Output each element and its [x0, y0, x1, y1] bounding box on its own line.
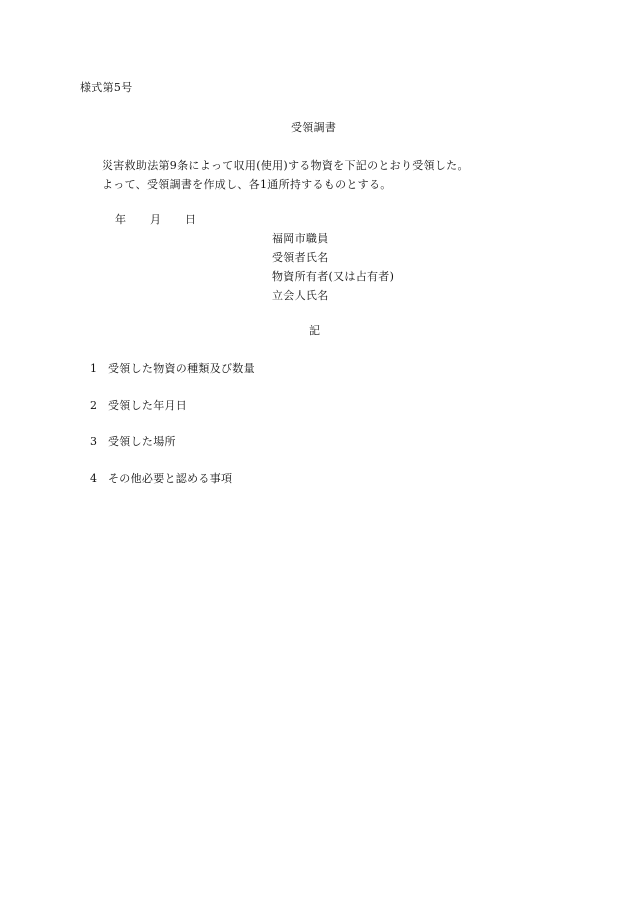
- date-row: [115, 214, 196, 225]
- form-number: 様式第5号: [80, 81, 133, 94]
- date-month-label: 月: [150, 213, 162, 226]
- signatory-witness-name: 立会人氏名: [272, 289, 329, 302]
- date-year-label: 年: [115, 213, 127, 226]
- list-item: [90, 436, 176, 447]
- list-item-number: 1: [90, 362, 98, 375]
- ki-heading: 記: [309, 324, 321, 337]
- list-item-number: 4: [90, 472, 98, 485]
- body-paragraph-line-1: 災害救助法第9条によって収用(使用)する物資を下記のとおり受領した。: [102, 159, 469, 172]
- list-item-number: 3: [90, 435, 98, 448]
- document-title: 受領調書: [291, 121, 337, 134]
- list-item-label: 受領した場所: [108, 435, 176, 448]
- list-item-label: その他必要と認める事項: [108, 472, 233, 485]
- signatory-goods-owner: 物資所有者(又は占有者): [272, 270, 395, 283]
- list-item-label: 受領した年月日: [108, 399, 188, 412]
- list-item: [90, 473, 232, 484]
- date-day-label: 日: [185, 213, 197, 226]
- signatory-recipient-name: 受領者氏名: [272, 251, 329, 264]
- list-item: [90, 400, 187, 411]
- signatory-list: [272, 233, 394, 309]
- list-item: [90, 363, 255, 374]
- body-paragraph-line-2: よって、受領調書を作成し、各1通所持するものとする。: [102, 178, 392, 191]
- signatory-city-staff: 福岡市職員: [272, 232, 329, 245]
- list-item-label: 受領した物資の種類及び数量: [108, 362, 255, 375]
- list-item-number: 2: [90, 399, 98, 412]
